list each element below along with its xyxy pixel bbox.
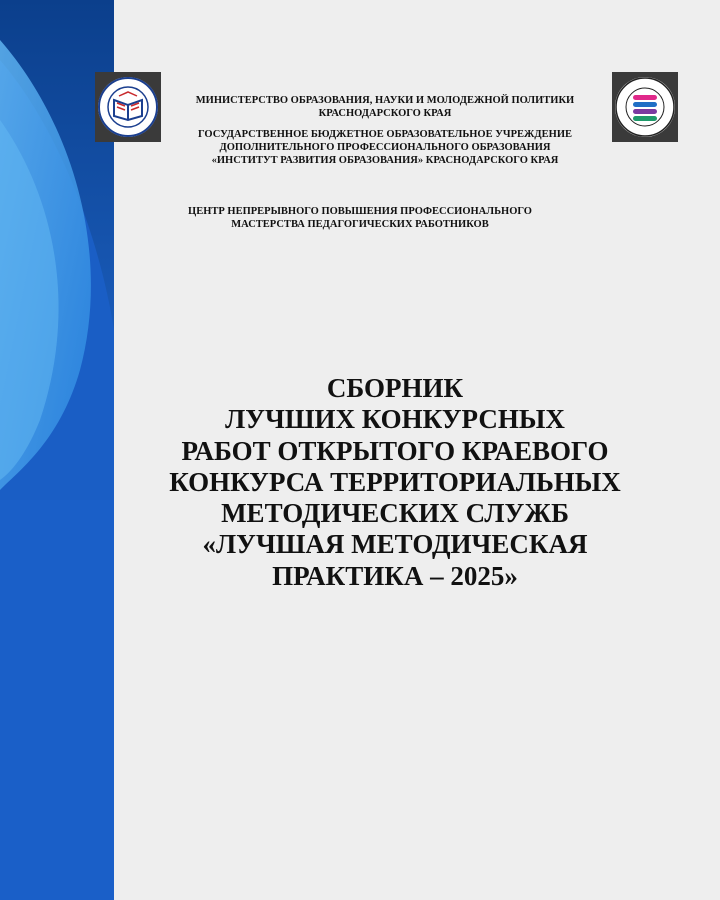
- title-line: ПРАКТИКА – 2025»: [272, 560, 518, 591]
- title-line: МЕТОДИЧЕСКИХ СЛУЖБ: [221, 498, 569, 529]
- title-line: КОНКУРСА ТЕРРИТОРИАЛЬНЫХ: [169, 466, 621, 497]
- ministry-name: [178, 94, 592, 120]
- institute-logo: [612, 72, 678, 142]
- ministry-emblem-icon: [95, 72, 161, 142]
- title-line: ЛУЧШИХ КОНКУРСНЫХ: [225, 404, 565, 435]
- center-name: [150, 205, 570, 231]
- center-line: ЦЕНТР НЕПРЕРЫВНОГО ПОВЫШЕНИЯ ПРОФЕССИОНАЛЬНОГО: [188, 206, 532, 217]
- document-title: [130, 373, 660, 592]
- institution-line: ГОСУДАРСТВЕННОЕ БЮДЖЕТНОЕ ОБРАЗОВАТЕЛЬНОЕ УЧРЕЖДЕНИЕ: [197, 129, 572, 140]
- title-line: РАБОТ ОТКРЫТОГО КРАЕВОГО: [181, 435, 609, 466]
- center-line: МАСТЕРСТВА ПЕДАГОГИЧЕСКИХ РАБОТНИКОВ: [231, 219, 489, 230]
- ministry-logo: [95, 72, 161, 142]
- institute-emblem-icon: [612, 72, 678, 142]
- title-line: «ЛУЧШАЯ МЕТОДИЧЕСКАЯ: [202, 529, 588, 560]
- ministry-line: МИНИСТЕРСТВО ОБРАЗОВАНИЯ, НАУКИ И МОЛОДЕЖНОЙ ПОЛИТИКИ: [195, 95, 575, 106]
- institution-line: «ИНСТИТУТ РАЗВИТИЯ ОБРАЗОВАНИЯ» КРАСНОДАРСКОГО КРАЯ: [211, 155, 559, 166]
- title-line: СБОРНИК: [326, 373, 464, 403]
- ministry-line: КРАСНОДАРСКОГО КРАЯ: [318, 108, 452, 119]
- institution-line: ДОПОЛНИТЕЛЬНОГО ПРОФЕССИОНАЛЬНОГО ОБРАЗОВАНИЯ: [219, 142, 551, 153]
- institution-name: [178, 128, 592, 167]
